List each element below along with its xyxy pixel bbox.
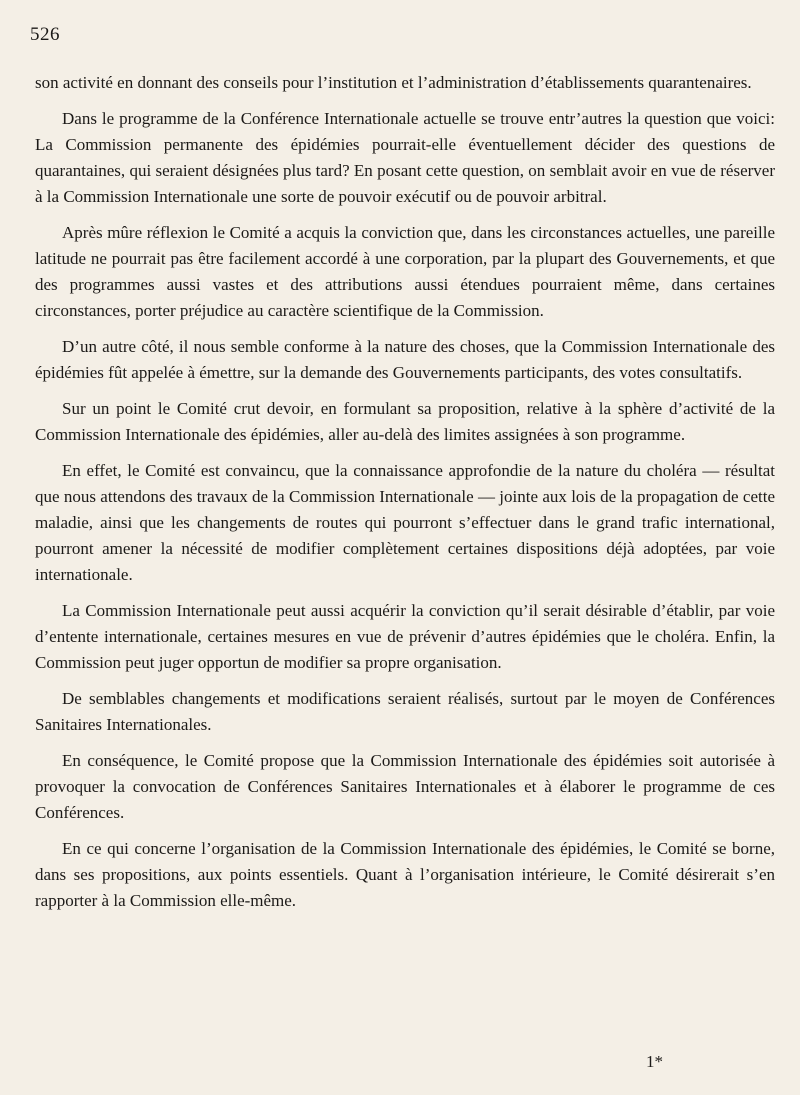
paragraph: En conséquence, le Comité propose que la Commission Internationale des épidémies soit autorisée à provoquer la convocation de Conférences Sanitaires Internationales et à élaborer le programme de ces Conférences. xyxy=(35,751,775,822)
paragraph: D’un autre côté, il nous semble conforme à la nature des choses, que la Commission Internationale des épidémies fût appelée à émettre, sur la demande des Gouvernements participants, des votes consultatifs. xyxy=(35,337,775,382)
paragraph: De semblables changements et modifications seraient réalisés, surtout par le moyen de Conférences Sanitaires Internationales. xyxy=(35,689,775,734)
document-body xyxy=(35,70,775,924)
paragraph: Dans le programme de la Conférence Internationale actuelle se trouve entr’autres la question que voici: La Commission permanente des épidémies pourrait-elle éventuellement décider des questions de quarantaines, qui seraient désignées plus tard? En posant cette question, on semblait avoir en vue de réserver à la Commission Internationale une sorte de pouvoir exécutif ou de pouvoir arbitral. xyxy=(35,109,775,206)
paragraph: Après mûre réflexion le Comité a acquis la conviction que, dans les circonstances actuelles, une pareille latitude ne pourrait pas être facilement accordé à une corporation, par la plupart des Gouvernements, et que des programmes aussi vastes et des attributions aussi étendues pourraient même, dans certaines circonstances, porter préjudice au caractère scientifique de la Commission. xyxy=(35,223,775,320)
paragraph: son activité en donnant des conseils pour l’institution et l’administration d’établissements quarantenaires. xyxy=(35,73,752,92)
signature-mark: 1* xyxy=(646,1052,663,1071)
page-number: 526 xyxy=(30,24,60,45)
paragraph: En effet, le Comité est convaincu, que la connaissance approfondie de la nature du choléra — résultat que nous attendons des travaux de la Commission Internationale — jointe aux lois de la propagation de cette maladie, ainsi que les changements de routes qui pourront s’effectuer dans le grand trafic international, pourront amener la nécessité de modifier complètement certaines dispositions déjà adoptées, par voie internationale. xyxy=(35,461,775,584)
paragraph: En ce qui concerne l’organisation de la Commission Internationale des épidémies, le Comité se borne, dans ses propositions, aux points essentiels. Quant à l’organisation intérieure, le Comité désirerait s’en rapporter à la Commission elle-même. xyxy=(35,839,775,910)
paragraph: La Commission Internationale peut aussi acquérir la conviction qu’il serait désirable d’établir, par voie d’entente internationale, certaines mesures en vue de prévenir d’autres épidémies que le choléra. Enfin, la Commission peut juger opportun de modifier sa propre organisation. xyxy=(35,601,775,672)
paragraph: Sur un point le Comité crut devoir, en formulant sa proposition, relative à la sphère d’activité de la Commission Internationale des épidémies, aller au-delà des limites assignées à son programme. xyxy=(35,399,775,444)
